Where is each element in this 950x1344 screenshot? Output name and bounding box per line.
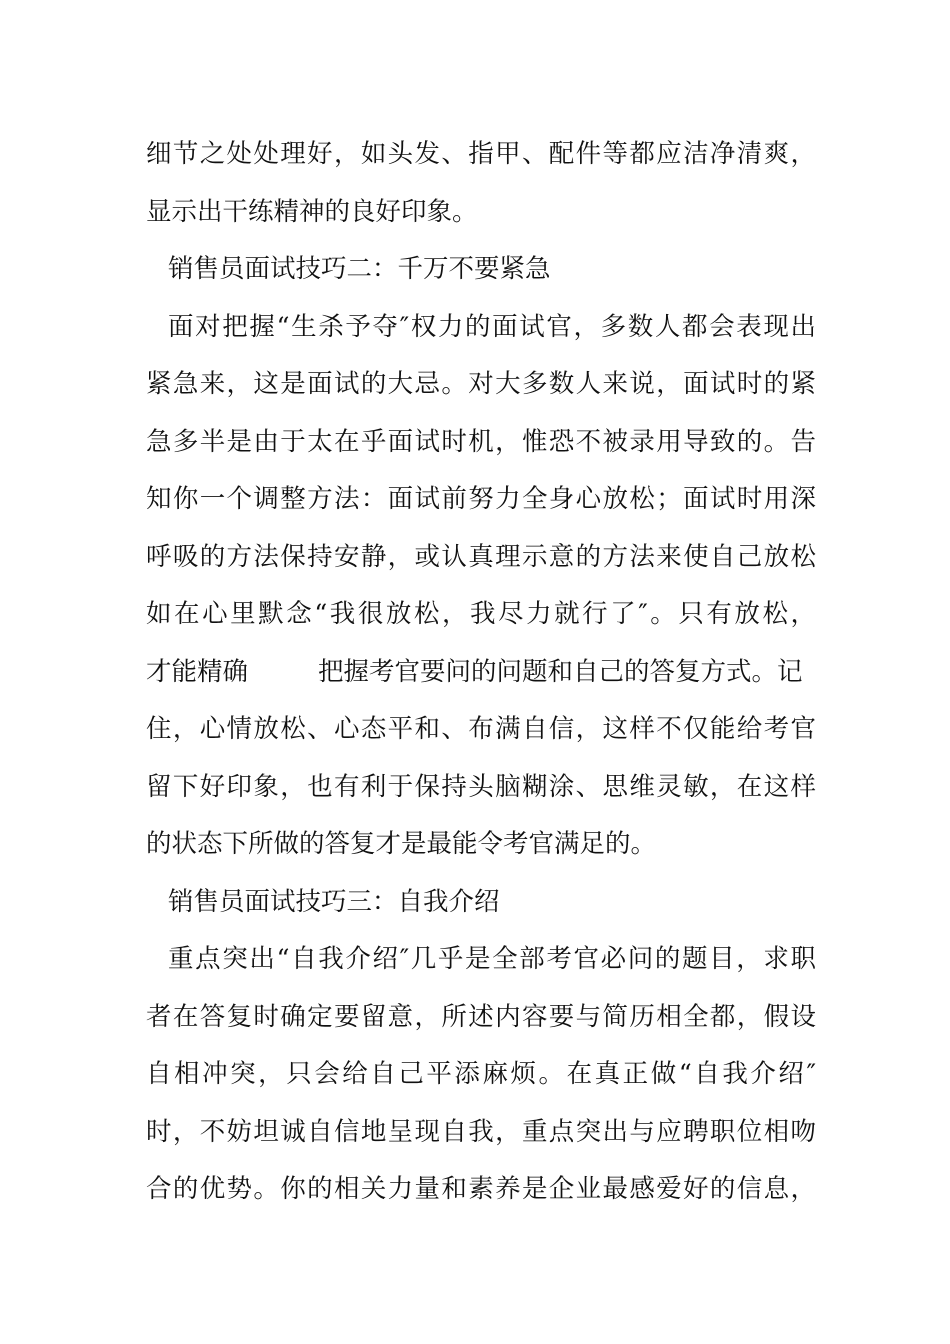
text-line: 细节之处处理好，如头发、指甲、配件等都应洁净清爽， xyxy=(146,139,816,169)
section-heading: 销售员面试技巧二：千万不要紧急 xyxy=(168,254,551,284)
text-line: 合的优势。你的相关力量和素养是企业最感爱好的信息， xyxy=(146,1174,816,1204)
text-line: 急多半是由于太在乎面试时机，惟恐不被录用导致的。告 xyxy=(146,426,816,457)
text-line: 呼吸的方法保持安静，或认真理示意的方法来使自己放松 xyxy=(146,541,816,572)
text-line: 知你一个调整方法：面试前努力全身心放松；面试时用深 xyxy=(146,484,816,514)
text-line: 住，心情放松、心态平和、布满自信，这样不仅能给考官 xyxy=(146,714,816,744)
text-line: 者在答复时确定要留意，所述内容要与简历相全都，假设 xyxy=(146,1001,816,1032)
document-body xyxy=(146,126,816,1219)
text-line: 如在心里默念“我很放松，我尽力就行了″。只有放松， xyxy=(146,599,816,629)
text-line: 重点突出“自我介绍″几乎是全部考官必问的题目，求职 xyxy=(168,944,816,974)
section-heading: 销售员面试技巧三：自我介绍 xyxy=(168,886,500,917)
text-line-split xyxy=(146,644,816,702)
text-line: 留下好印象，也有利于保持头脑糊涂、思维灵敏，在这样 xyxy=(146,771,816,802)
text-line-part: 才能精确 xyxy=(146,656,249,687)
text-line: 自相冲突，只会给自己平添麻烦。在真正做“自我介绍″ xyxy=(146,1059,816,1089)
text-line: 紧急来，这是面试的大忌。对大多数人来说，面试时的紧 xyxy=(146,369,816,399)
text-line: 面对把握“生杀予夺″权力的面试官，多数人都会表现出 xyxy=(168,311,816,342)
text-line: 时，不妨坦诚自信地呈现自我，重点突出与应聘职位相吻 xyxy=(146,1116,816,1147)
text-line: 显示出干练精神的良好印象。 xyxy=(146,196,478,227)
text-line: 的状态下所做的答复才是最能令考官满足的。 xyxy=(146,829,657,859)
text-line-part: 把握考官要问的问题和自己的答复方式。记 xyxy=(318,656,803,687)
